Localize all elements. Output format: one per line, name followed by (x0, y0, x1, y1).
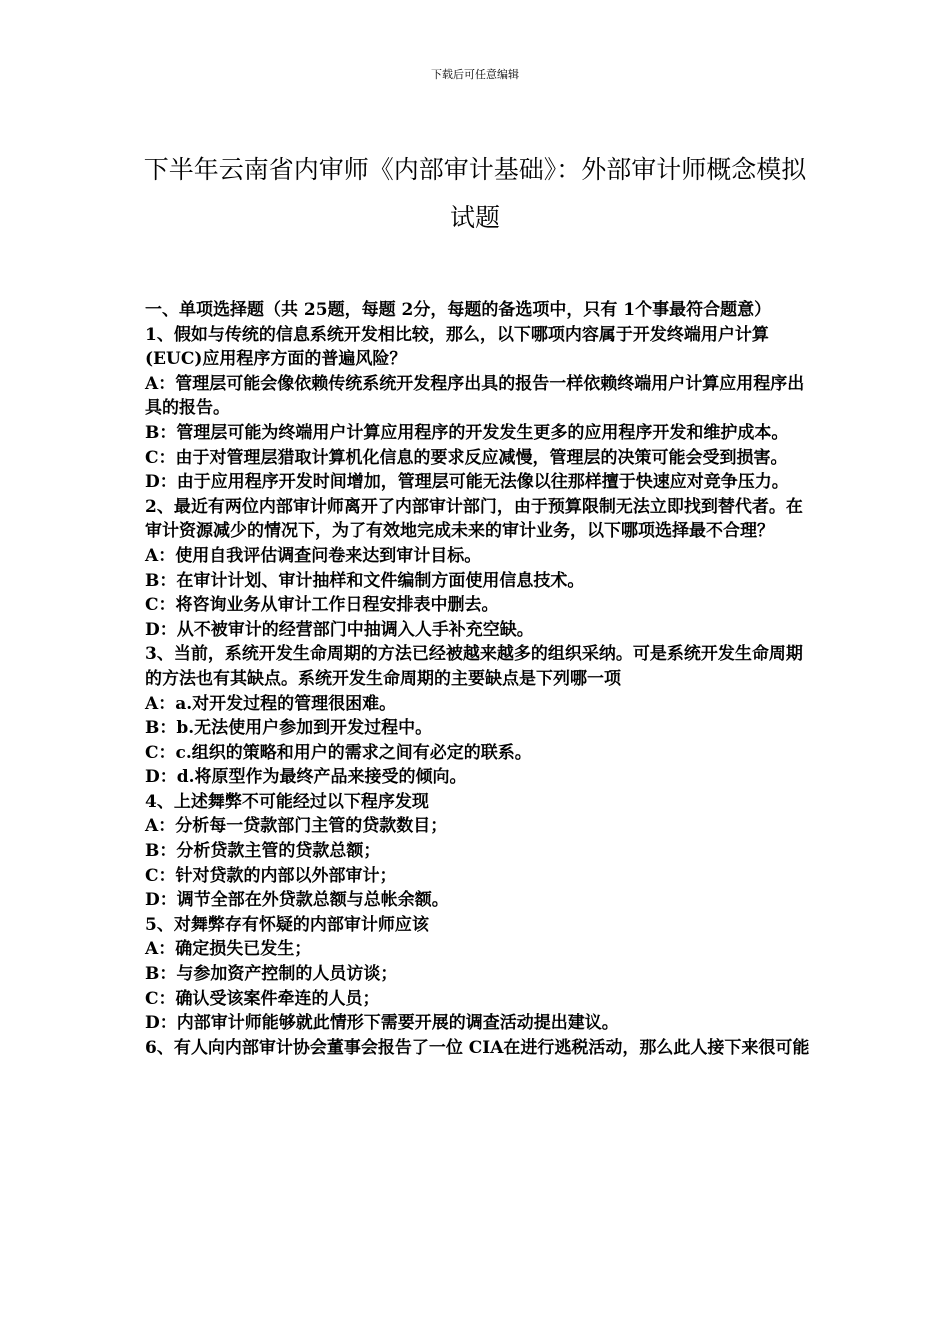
question-3: 3、当前，系统开发生命周期的方法已经被越来越多的组织采纳。可是系统开发生命周期的方法也有其缺点。系统开发生命周期的主要缺点是下列哪一项 (145, 644, 803, 689)
document-title: 下半年云南省内审师《内部审计基础》：外部审计师概念模拟试题 (143, 155, 807, 232)
question-2-option-b: B：在审计计划、审计抽样和文件编制方面使用信息技术。 (145, 570, 585, 591)
question-5-option-b: B：与参加资产控制的人员访谈； (145, 964, 398, 985)
question-4-option-d: D：调节全部在外贷款总额与总帐余额。 (145, 890, 449, 911)
document-body (145, 298, 810, 1060)
question-6: 6、有人向内部审计协会董事会报告了一位 CIA在进行逃税活动，那么此人接下来很可能 (145, 1037, 810, 1058)
question-1-option-a: A：管理层可能会像依赖传统系统开发程序出具的报告一样依赖终端用户计算应用程序出具的报告。 (145, 373, 805, 419)
question-3-option-c: C：c.组织的策略和用户的需求之间有必定的联系。 (145, 742, 532, 763)
question-3-option-b: B：b.无法使用户参加到开发过程中。 (145, 718, 433, 739)
question-4-option-a: A：分析每一贷款部门主管的贷款数目； (145, 816, 448, 837)
question-5-option-d: D：内部审计师能够就此情形下需要开展的调查活动提出建议。 (145, 1013, 619, 1034)
question-1-option-c: C：由于对管理层猎取计算机化信息的要求反应减慢，管理层的决策可能会受到损害。 (145, 447, 788, 468)
question-2-option-d: D：从不被审计的经营部门中抽调入人手补充空缺。 (145, 619, 534, 640)
question-4-option-b: B：分析贷款主管的贷款总额； (145, 841, 381, 862)
question-5: 5、对舞弊存有怀疑的内部审计师应该 (145, 914, 429, 935)
question-1-option-b: B：管理层可能为终端用户计算应用程序的开发发生更多的应用程序开发和维护成本。 (145, 422, 789, 443)
question-3-option-a: A：a.对开发过程的管理很困难。 (145, 693, 397, 714)
question-2: 2、最近有两位内部审计师离开了内部审计部门，由于预算限制无法立即找到替代者。在审计资源减少的情况下，为了有效地完成未来的审计业务，以下哪项选择最不合理？ (145, 496, 803, 542)
question-5-option-a: A：确定损失已发生； (145, 939, 312, 960)
question-3-option-d: D：d.将原型作为最终产品来接受的倾向。 (145, 767, 467, 788)
question-4: 4、上述舞弊不可能经过以下程序发现 (145, 791, 429, 812)
question-1: 1、假如与传统的信息系统开发相比较，那么，以下哪项内容属于开发终端用户计算(EUC)应用程序方面的普遍风险？ (145, 324, 769, 370)
question-1-option-d: D：由于应用程序开发时间增加，管理层可能无法像以往那样擅于快速应对竞争压力。 (145, 472, 789, 493)
question-2-option-a: A：使用自我评估调查问卷来达到审计目标。 (145, 545, 482, 566)
question-5-option-c: C：确认受该案件牵连的人员； (145, 988, 380, 1009)
header-note: 下载后可任意编辑 (431, 68, 519, 81)
section-heading: 一、单项选择题（共 25题，每题 2分，每题的备选项中，只有 1个事最符合题意） (145, 300, 772, 320)
question-2-option-c: C：将咨询业务从审计工作日程安排表中删去。 (145, 595, 499, 616)
question-4-option-c: C：针对贷款的内部以外部审计； (145, 865, 397, 886)
